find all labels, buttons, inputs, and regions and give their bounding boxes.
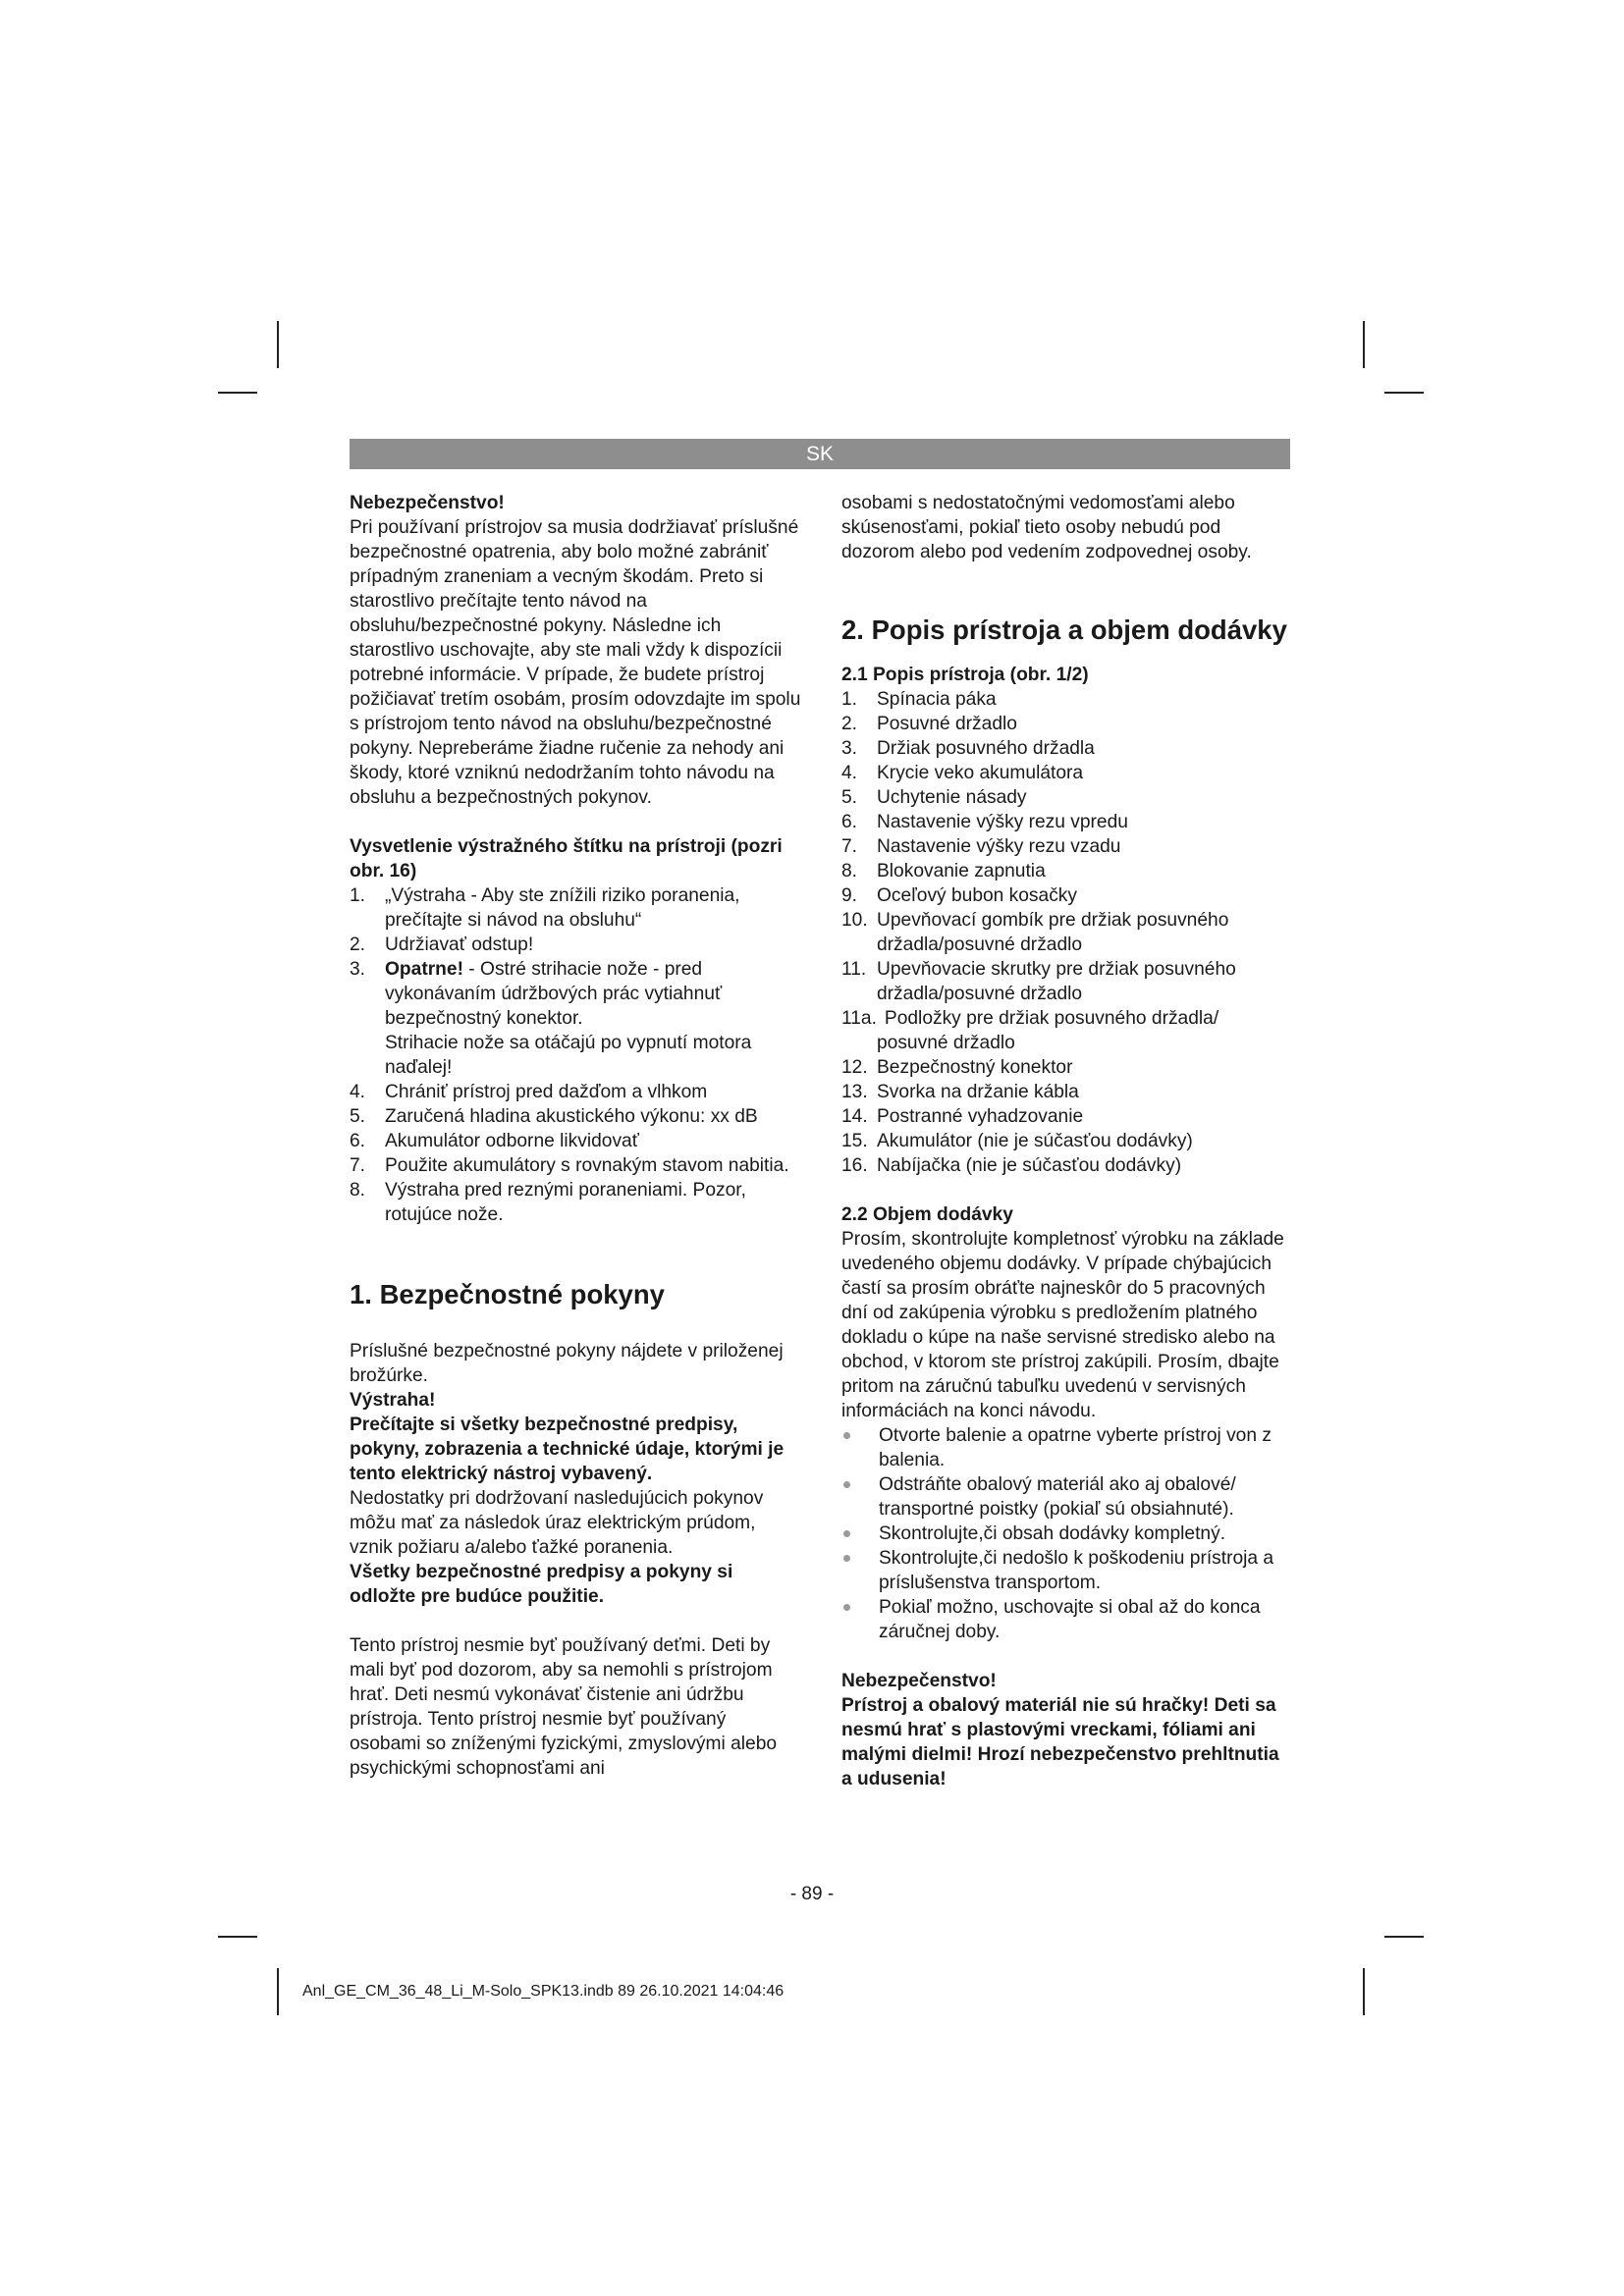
crop-mark [218,392,257,394]
list-item [841,834,1293,859]
safety-bold-paragraph: Prečítajte si všetky bezpečnostné predpisy, pokyny, zobrazenia a technické údaje, ktorými je tento elektrický nástroj vybavený. [350,1415,785,1484]
crop-mark [1363,1968,1365,2015]
warning-label-list [350,883,801,1227]
section-2-heading: 2. Popis prístroja a objem dodávky [841,614,1287,645]
item-text: Skontrolujte,či obsah dodávky kompletný. [879,1523,1226,1544]
item-number: 8. [350,1180,366,1201]
danger-paragraph-2: Prístroj a obalový materiál nie sú hračky! Deti sa nesmú hrať s plastovými vreckami, fóliami ani malými dielmi! Hrozí nebezpečenstvo prehltnutia a udusenia! [841,1695,1279,1789]
warning-label-heading: Vysvetlenie výstražného štítku na prístroji (pozri obr. 16) [350,836,783,881]
list-item [841,785,1293,810]
danger-heading: Nebezpečenstvo! [350,493,505,513]
item-text: Pokiaľ možno, uschovajte si obal až do konca záručnej doby. [879,1597,1261,1642]
section-1-intro: Príslušné bezpečnostné pokyny nájdete v priloženej brožúrke. [350,1341,784,1386]
item-text-continued: Strihacie nože sa otáčajú po vypnutí motora naďalej! [385,1033,752,1078]
item-text: Nastavenie výšky rezu vpredu [877,812,1128,832]
continued-paragraph: osobami s nedostatočnými vedomosťami alebo skúsenosťami, pokiaľ tieto osoby nebudú pod dozorom alebo pod vedením zodpovednej osoby. [841,493,1252,562]
item-text: Chrániť prístroj pred dažďom a vlhkom [385,1082,708,1102]
list-item [841,1423,1293,1472]
list-item [841,736,1293,761]
item-text: Akumulátor (nie je súčasťou dodávky) [877,1131,1193,1151]
list-item [841,1595,1293,1644]
list-item [841,1055,1293,1080]
item-text: Skontrolujte,či nedošlo k poškodeniu prístroja a príslušenstva transportom. [879,1548,1274,1593]
bullet-icon [843,1432,850,1439]
list-item [841,1546,1293,1595]
list-item [350,933,801,957]
language-code: SK [805,443,834,465]
item-number: 10. [841,910,868,931]
item-text: Udržiavať odstup! [385,934,534,955]
list-item [350,957,801,1080]
crop-mark [1384,1936,1424,1938]
item-number: 6. [350,1131,366,1151]
list-item [841,908,1293,957]
delivery-paragraph: Prosím, skontrolujte kompletnosť výrobku na základe uvedeného objemu dodávky. V prípade chýbajúcich častí sa prosím obráťte najneskôr do 5 pracovných dní od zakúpenia výrobku s predložením platného dokladu o kúpe na naše servisné stredisko alebo na obchod, v ktorom ste prístroj zakúpili. Prosím, dbajte pritom na záručnú tabuľku uvedenú v servisných informáciách na konci návodu. [841,1229,1284,1421]
item-text: Výstraha pred reznými poraneniami. Pozor, rotujúce nože. [385,1180,746,1225]
bullet-icon [843,1530,850,1537]
list-item [350,883,801,933]
language-header-bar [350,439,1290,469]
safety-keep-paragraph: Všetky bezpečnostné predpisy a pokyny si odložte pre budúce použitie. [350,1562,733,1607]
danger-heading-2: Nebezpečenstvo! [841,1671,997,1691]
list-item [841,810,1293,834]
item-text: Bezpečnostný konektor [877,1057,1073,1078]
item-number: 1. [841,689,858,710]
item-text: Nastavenie výšky rezu vzadu [877,836,1121,857]
item-bold-text: Opatrne! [385,959,463,980]
item-number: 16. [841,1155,868,1176]
item-text: Blokovanie zapnutia [877,861,1046,881]
item-number: 11. [841,959,867,980]
item-text: Držiak posuvného držadla [877,738,1095,759]
crop-mark [1384,392,1424,394]
list-item [350,1129,801,1153]
left-column [350,491,801,1781]
parts-list [841,687,1293,1178]
delivery-checklist [841,1423,1293,1644]
list-item [841,712,1293,736]
bullet-icon [843,1481,850,1488]
item-number: 7. [841,836,858,857]
item-number: 1. [350,885,366,906]
list-item [841,1006,1293,1055]
item-text: Posuvné držadlo [877,714,1017,734]
right-column [841,491,1293,1791]
item-text: - Ostré strihacie nože - pred vykonávaním údržbových prác vytiahnuť bezpečnostný konektor. [385,959,723,1029]
page-number: - 89 - [789,1884,835,1904]
item-number: 14. [841,1106,868,1127]
item-number: 2. [350,934,366,955]
list-item [841,1080,1293,1104]
item-text: Postranné vyhadzovanie [877,1106,1084,1127]
safety-paragraph: Nedostatky pri dodržovaní nasledujúcich pokynov môžu mať za následok úraz elektrickým prúdom, vznik požiaru a/alebo ťažké poranenia. [350,1488,764,1558]
crop-mark [277,321,279,368]
item-text: Použite akumulátory s rovnakým stavom nabitia. [385,1155,789,1176]
warning-heading: Výstraha! [350,1390,436,1411]
item-number: 5. [841,787,858,808]
item-number: 7. [350,1155,366,1176]
item-text: Odstráňte obalový materiál ako aj obalové/ transportné poistky (pokiaľ sú obsiahnuté). [879,1474,1236,1520]
list-item [841,1522,1293,1546]
list-item [841,1129,1293,1153]
item-number: 3. [841,738,858,759]
item-text: Akumulátor odborne likvidovať [385,1131,639,1151]
section-1-heading: 1. Bezpečnostné pokyny [350,1279,665,1309]
item-text: Svorka na držanie kábla [877,1082,1079,1102]
item-text: Zaručená hladina akustického výkonu: xx dB [385,1106,758,1127]
item-number: 15. [841,1131,868,1151]
item-number: 11a. [841,1008,877,1029]
list-item [350,1080,801,1104]
crop-mark [218,1936,257,1938]
list-item [841,761,1293,785]
list-item [841,687,1293,712]
bullet-icon [843,1604,850,1611]
item-number: 6. [841,812,858,832]
print-footer: Anl_GE_CM_36_48_Li_M-Solo_SPK13.indb 89 26.10.2021 14:04:46 [302,1983,785,2000]
item-number: 12. [841,1057,868,1078]
item-number: 8. [841,861,858,881]
list-item [841,1472,1293,1522]
list-item [350,1178,801,1227]
item-number: 4. [350,1082,366,1102]
list-item [841,1153,1293,1178]
item-text: Podložky pre držiak posuvného držadla/ posuvné držadlo [877,1008,1219,1053]
item-number: 3. [350,959,366,980]
item-text: „Výstraha - Aby ste znížili riziko poranenia, prečítajte si návod na obsluhu“ [385,885,740,931]
item-number: 5. [350,1106,366,1127]
item-text: Upevňovací gombík pre držiak posuvného držadla/posuvné držadlo [877,910,1229,955]
bullet-icon [843,1555,850,1562]
children-paragraph: Tento prístroj nesmie byť používaný deťmi. Deti by mali byť pod dozorom, aby sa nemohli s prístrojom hrať. Deti nesmú vykonávať čistenie ani údržbu prístroja. Tento prístroj nesmie byť používaný osobami so zníženými fyzickými, zmyslovými alebo psychickými schopnosťami ani [350,1635,778,1779]
subsection-2-2-heading: 2.2 Objem dodávky [841,1204,1013,1225]
list-item [841,957,1293,1006]
list-item [350,1104,801,1129]
subsection-2-1-heading: 2.1 Popis prístroja (obr. 1/2) [841,665,1089,685]
item-text: Nabíjačka (nie je súčasťou dodávky) [877,1155,1182,1176]
item-text: Oceľový bubon kosačky [877,885,1077,906]
item-text: Spínacia páka [877,689,997,710]
item-text: Krycie veko akumulátora [877,763,1084,783]
list-item [841,883,1293,908]
item-text: Otvorte balenie a opatrne vyberte prístroj von z balenia. [879,1425,1272,1470]
item-number: 4. [841,763,858,783]
list-item [841,859,1293,883]
item-number: 13. [841,1082,868,1102]
item-text: Upevňovacie skrutky pre držiak posuvného držadla/posuvné držadlo [877,959,1236,1004]
danger-paragraph: Pri používaní prístrojov sa musia dodržiavať príslušné bezpečnostné opatrenia, aby bolo možné zabrániť prípadným zraneniam a vecným škodám. Preto si starostlivo prečítajte tento návod na obsluhu/bezpečnostné pokyny. Následne ich starostlivo uschovajte, aby ste mali vždy k dispozícii potrebné informácie. V prípade, že budete prístroj požičiavať tretím osobám, prosím odovzdajte im spolu s prístrojom tento návod na obsluhu/bezpečnostné pokyny. Nepreberáme žiadne ručenie za nehody ani škody, ktoré vzniknú nedodržaním tohto návodu na obsluhu a bezpečnostných pokynov. [350,517,801,808]
list-item [841,1104,1293,1129]
item-text: Uchytenie násady [877,787,1027,808]
crop-mark [1363,321,1365,368]
crop-mark [277,1968,279,2015]
list-item [350,1153,801,1178]
item-number: 2. [841,714,858,734]
item-number: 9. [841,885,858,906]
